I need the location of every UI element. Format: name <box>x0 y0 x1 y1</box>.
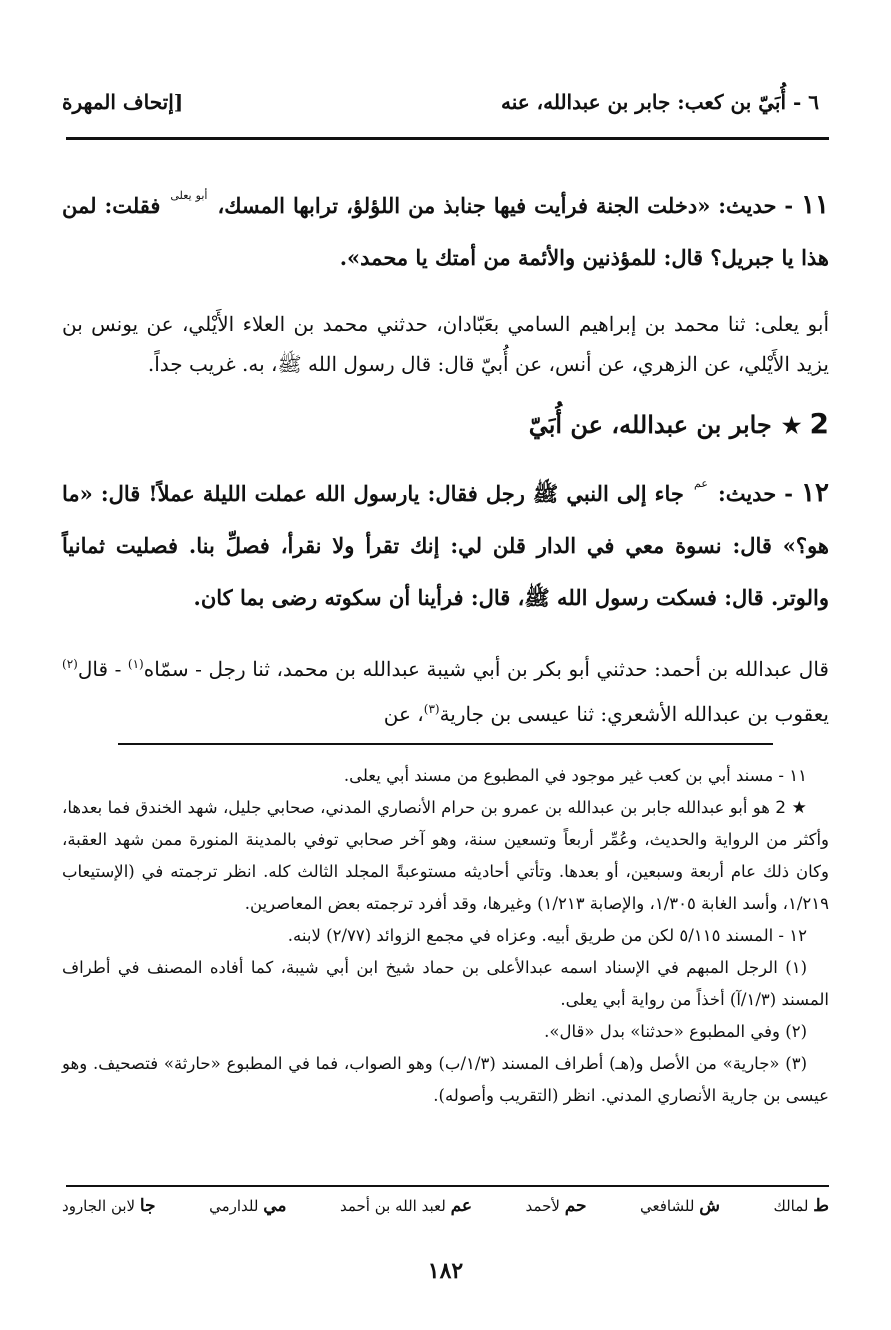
section-number: 2 <box>809 407 829 440</box>
running-header <box>62 86 829 126</box>
footnote-ref-1: (١) <box>127 657 144 671</box>
abbreviations-rule <box>66 1185 829 1187</box>
hadith-text: «دخلت الجنة فرأيت فيها جنابذ من اللؤلؤ، ترابها المسك، <box>217 193 711 218</box>
isnad-text: ، عن <box>383 702 424 726</box>
abbreviation: ط لمالك <box>773 1196 829 1216</box>
hadith-number: ١٢ <box>801 478 829 508</box>
abbreviations-key <box>62 1196 829 1216</box>
isnad-text: يعقوب بن عبدالله الأشعري: ثنا عيسى بن جارية <box>439 702 829 726</box>
footnote: ١١ - مسند أبي بن كعب غير موجود في المطبوع من مسند أبي يعلى. <box>343 766 807 785</box>
header-chapter-title: ٦ - أُبَيّ بن كعب: جابر بن عبدالله، عنه <box>501 90 819 114</box>
section-title: جابر بن عبدالله، عن أُبَيّ <box>528 410 772 439</box>
footnote-ref-2: (٢) <box>62 657 78 671</box>
section-heading <box>62 404 829 446</box>
header-book-title: [إتحاف المهرة <box>62 90 184 114</box>
header-rule <box>66 137 829 140</box>
footnote: ١٢ - المسند ٥/١١٥ لكن من طريق أبيه. وعزاه في مجمع الزوائد (٢/٧٧) لابنه. <box>287 926 807 945</box>
isnad-text: - قال <box>77 657 128 681</box>
main-text <box>62 170 829 754</box>
hadith-11-isnad: أبو يعلى: ثنا محمد بن إبراهيم السامي بعَبّادان، حدثني محمد بن العلاء الأَيْلي، عن يونس بن يزيد الأَيْلي، عن الزهري، عن أنس، عن أُبيّ قال: قال رسول الله ﷺ، به. غريب جداً. <box>62 312 829 376</box>
source-code: أبو يعلى <box>170 189 208 202</box>
footnote: (٢) وفي المطبوع «حدثنا» بدل «قال». <box>544 1022 807 1041</box>
hadith-12 <box>62 458 829 624</box>
footnote-rule <box>118 743 773 745</box>
star-icon: ★ 2 <box>775 798 807 818</box>
abbreviation: عم لعبد الله بن أحمد <box>339 1196 473 1216</box>
abbreviation: جا لابن الجارود <box>62 1196 156 1216</box>
hadith-label: - حديث: <box>718 193 794 218</box>
hadith-12-isnad <box>62 644 829 734</box>
hadith-text-continued: فقلت: لمن هذا يا جبريل؟ قال: للمؤذنين والأئمة من أمتك يا محمد». <box>62 193 829 270</box>
abbreviation: ش للشافعي <box>640 1196 720 1216</box>
abbreviation: مي للدارمي <box>209 1196 287 1216</box>
isnad-text: قال عبدالله بن أحمد: حدثني أبو بكر بن أبي شيبة عبدالله بن محمد، ثنا رجل - سمّاه <box>143 657 829 681</box>
abbreviation: حم لأحمد <box>525 1196 587 1216</box>
hadith-text: جاء إلى النبي ﷺ رجل فقال: يارسول الله عملت الليلة عملاً! قال: «ما هو؟» قال: نسوة معي في الدار قلن لي: إنك تقرأ ولا نقرأ، فصلِّ بنا. فصليت ثمانياً والوتر. قال: فسكت رسول الله ﷺ، قال: فرأينا أن سكوته رضى بما كان. <box>62 481 829 610</box>
footnote: (٣) «جارية» من الأصل و(هـ) أطراف المسند (١/٣/ب) وهو الصواب، فما في المطبوع «حارثة» فتصحيف. وهو عيسى بن جارية الأنصاري المدني. انظر (التقريب وأصوله). <box>62 1054 829 1105</box>
hadith-number: ١١ <box>801 190 830 220</box>
footnote-ref-3: (٣) <box>423 702 440 716</box>
hadith-label: - حديث: <box>717 481 793 506</box>
hadith-11 <box>62 170 829 284</box>
footnote: (١) الرجل المبهم في الإسناد اسمه عبدالأعلى بن حماد شيخ ابن أبي شيبة، كما أفاده المصنف في أطراف المسند (١/٣/آ) أخذاً من رواية أبي يعلى. <box>62 958 829 1009</box>
source-code: عم <box>694 477 708 490</box>
star-icon: ★ <box>781 413 802 439</box>
footnote: ★ 2 هو أبو عبدالله جابر بن عبدالله بن عمرو بن حرام الأنصاري المدني، صحابي جليل، شهد الخندق فما بعدها، وأكثر من الرواية والحديث، وعُمِّر أربعاً وتسعين سنة، وهو آخر صحابي توفي بالمدينة المنورة ممن شهد العقبة، وكان ذلك عام أربعة وسبعين، أو بعدها. وتأتي أحاديثه مستوعبةً المجلد الثالث كله. انظر ترجمته في (الإستيعاب ١/٢١٩، وأسد الغابة ١/٣٠٥، والإصابة ١/٢١٣) وغيرها، وقد أفرد ترجمته بعض المعاصرين. <box>62 798 829 913</box>
footnotes <box>62 760 829 1112</box>
page-number: ١٨٢ <box>427 1258 464 1284</box>
